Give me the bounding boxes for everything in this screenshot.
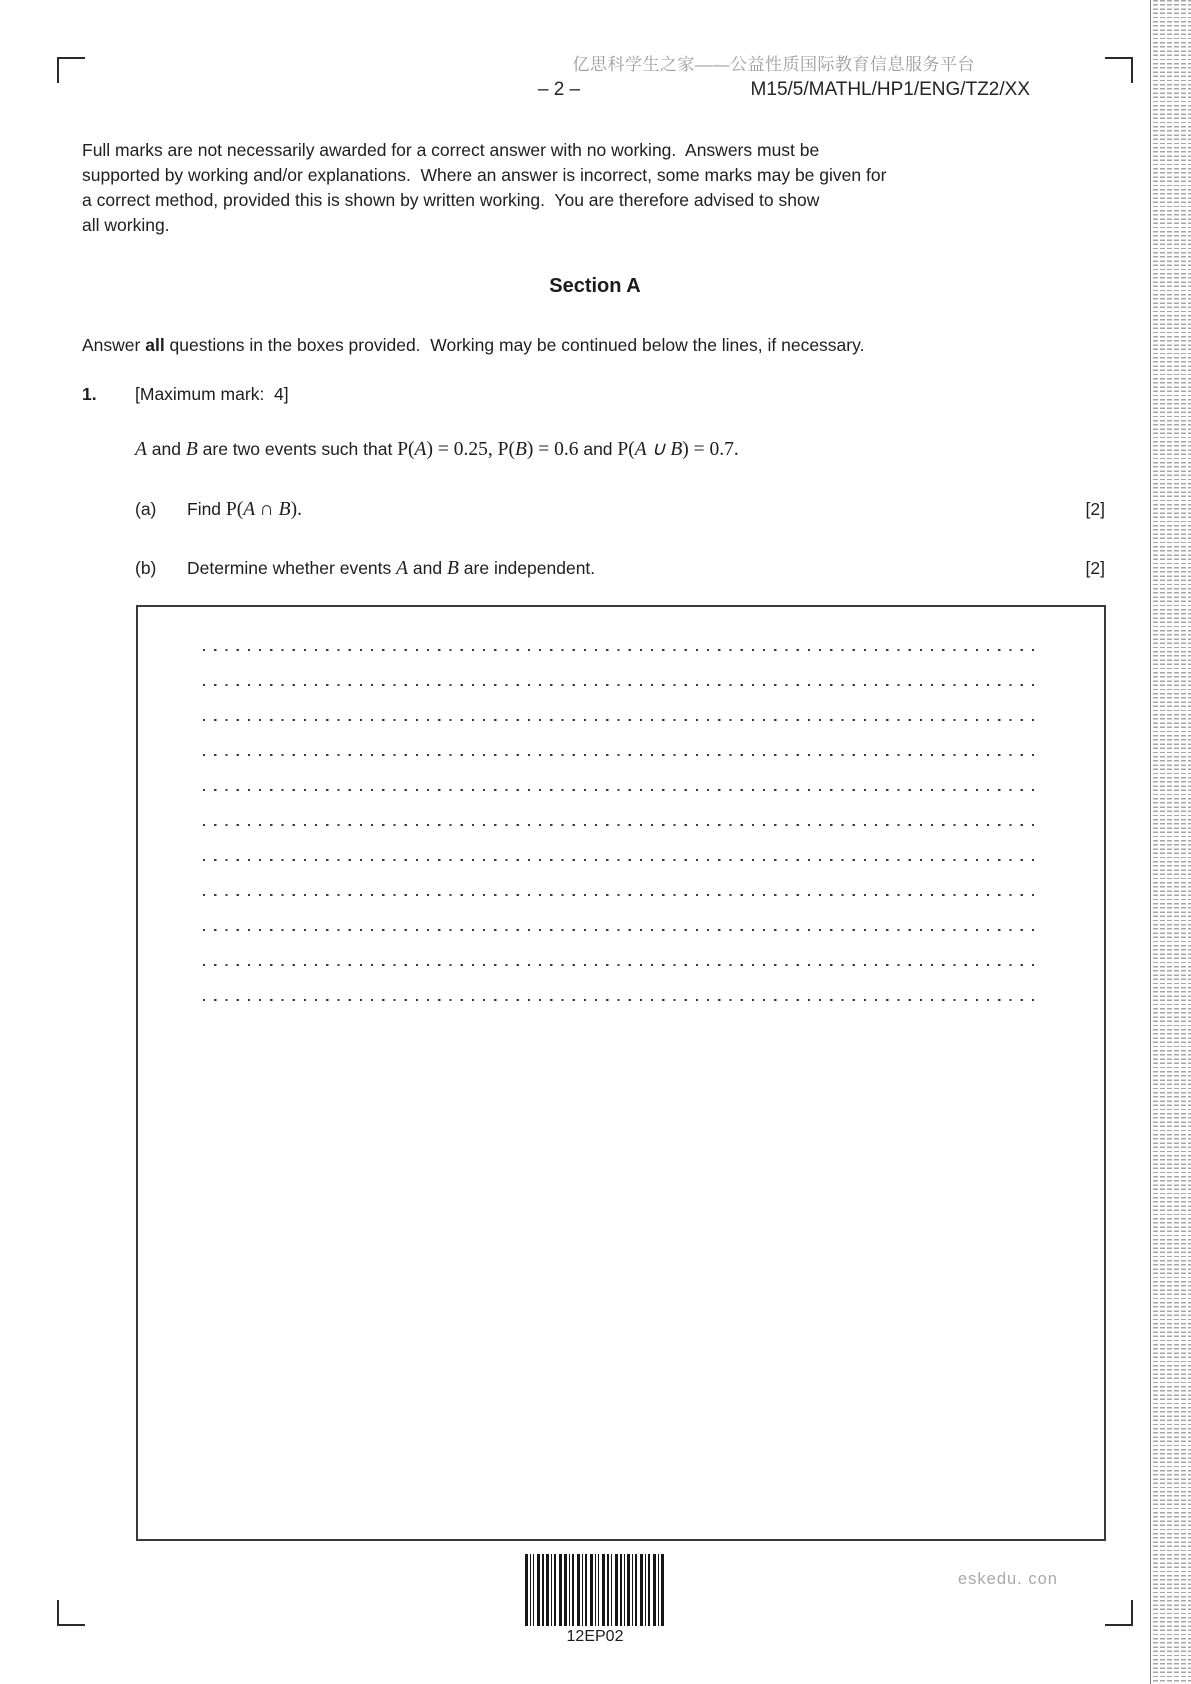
dotted-answer-line bbox=[203, 824, 1038, 826]
part-b-mid: and bbox=[408, 558, 447, 578]
period: . bbox=[297, 499, 302, 520]
barcode-label: 12EP02 bbox=[566, 1628, 624, 1645]
dotted-answer-line bbox=[203, 719, 1038, 721]
dotted-answer-line bbox=[203, 859, 1038, 861]
math-var: A ∩ B bbox=[243, 499, 291, 520]
answer-note bbox=[82, 335, 1082, 356]
var-a: A bbox=[396, 558, 409, 579]
answer-note-pre: Answer bbox=[82, 335, 146, 355]
dotted-answer-line bbox=[203, 789, 1038, 791]
math-p: P( bbox=[225, 499, 244, 520]
part-a-label: (a) bbox=[135, 499, 157, 519]
dotted-answer-line bbox=[203, 999, 1038, 1001]
part-b-post: are independent. bbox=[458, 558, 596, 578]
question-number: 1. bbox=[82, 384, 97, 404]
part-b-pre: Determine whether events bbox=[187, 558, 397, 578]
math-p: P( bbox=[617, 439, 635, 460]
instruction-line: a correct method, provided this is shown by written working. You are therefore advised to show bbox=[82, 190, 820, 210]
crop-mark-bottom-right bbox=[1105, 1600, 1133, 1626]
dotted-answer-line bbox=[203, 649, 1038, 651]
intro-text: and bbox=[578, 439, 618, 459]
dotted-answer-line bbox=[203, 684, 1038, 686]
instruction-line: Full marks are not necessarily awarded for a correct answer with no working. Answers must be bbox=[82, 140, 820, 160]
part-a-text bbox=[187, 499, 302, 521]
math-close: ) bbox=[290, 499, 298, 520]
part-a-mark: [2] bbox=[1085, 499, 1105, 519]
exam-code: M15/5/MATHL/HP1/ENG/TZ2/XX bbox=[750, 79, 1030, 100]
math-value: ) = 0.25 bbox=[426, 439, 488, 460]
maximum-mark: [Maximum mark: 4] bbox=[135, 384, 289, 404]
dotted-answer-line bbox=[203, 964, 1038, 966]
part-b-mark: [2] bbox=[1085, 558, 1105, 578]
crop-mark-top-right bbox=[1105, 57, 1133, 83]
math-p: P( bbox=[497, 439, 515, 460]
math-var: A ∪ B bbox=[634, 439, 683, 460]
separator: , bbox=[487, 439, 498, 460]
intro-text: and bbox=[146, 439, 186, 459]
barcode bbox=[525, 1554, 665, 1626]
period: . bbox=[733, 439, 739, 460]
chinese-watermark: 亿思科学生之家——公益性质国际教育信息服务平台 bbox=[572, 55, 975, 74]
page-number: – 2 – bbox=[537, 79, 581, 100]
math-value: ) = 0.7 bbox=[682, 439, 734, 460]
dotted-answer-line bbox=[203, 894, 1038, 896]
part-a-pre: Find bbox=[187, 499, 226, 519]
dotted-lines-group bbox=[203, 649, 1038, 1034]
var-b: B bbox=[447, 558, 459, 579]
section-heading: Section A bbox=[549, 275, 641, 297]
instruction-line: all working. bbox=[82, 215, 170, 235]
part-b-text bbox=[187, 558, 595, 580]
answer-note-post: questions in the boxes provided. Working may be continued below the lines, if necessary. bbox=[164, 335, 865, 355]
math-value: ) = 0.6 bbox=[526, 439, 579, 460]
question-intro bbox=[135, 437, 1075, 461]
answer-note-bold: all bbox=[145, 335, 165, 355]
instruction-line: supported by working and/or explanations. Where an answer is incorrect, some marks may be given for bbox=[82, 165, 887, 185]
answer-box bbox=[136, 605, 1106, 1541]
math-var: B bbox=[514, 439, 527, 460]
var-a: A bbox=[135, 439, 147, 460]
dotted-answer-line bbox=[203, 929, 1038, 931]
dotted-answer-line bbox=[203, 754, 1038, 756]
crop-mark-bottom-left bbox=[57, 1600, 85, 1626]
math-var: A bbox=[414, 439, 427, 460]
site-watermark: eskedu. con bbox=[958, 1570, 1058, 1588]
part-b-label: (b) bbox=[135, 558, 157, 578]
scan-stripe-band bbox=[1150, 0, 1191, 1684]
var-b: B bbox=[185, 439, 198, 460]
crop-mark-top-left bbox=[57, 57, 85, 83]
instructions-paragraph bbox=[82, 138, 1062, 238]
intro-text: are two events such that bbox=[197, 439, 398, 459]
math-p: P( bbox=[397, 439, 415, 460]
